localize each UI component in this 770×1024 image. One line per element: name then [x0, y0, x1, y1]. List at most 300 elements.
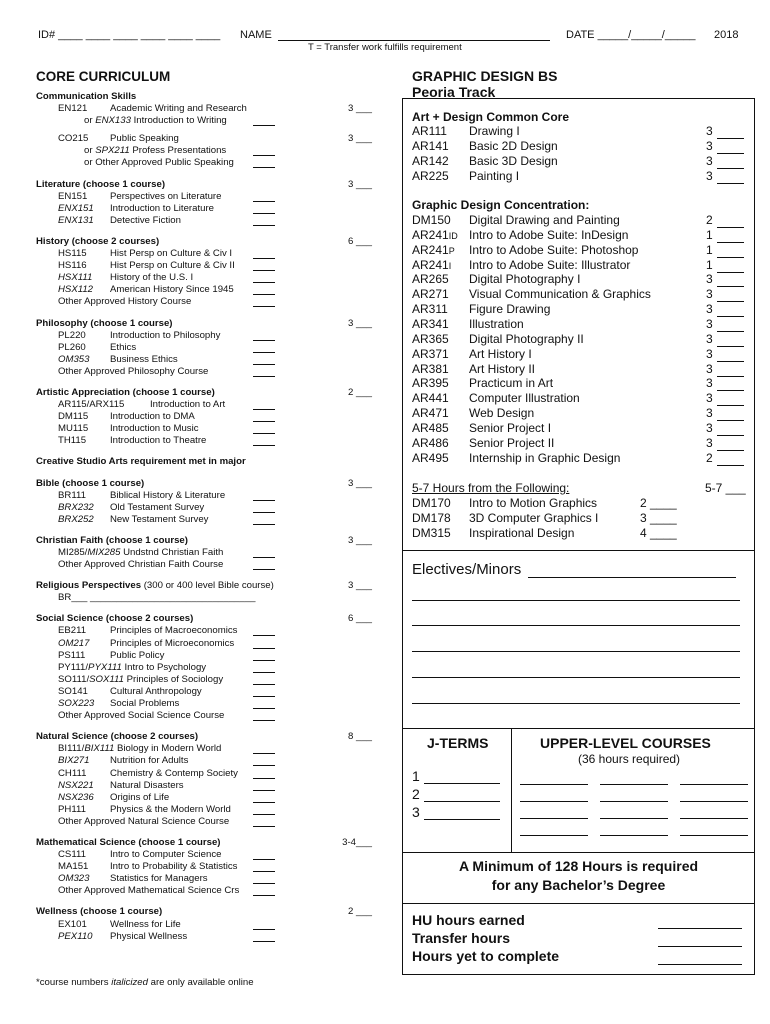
course-code: ENX131 [58, 214, 94, 226]
completion-line[interactable] [253, 826, 275, 827]
jterm-line[interactable] [424, 783, 500, 784]
completion-line[interactable] [253, 155, 275, 156]
course-code: SOX223 [58, 698, 95, 710]
completion-line[interactable] [253, 720, 275, 721]
completion-line[interactable] [253, 282, 275, 283]
alt-prefix: or Other Approved Public Speaking [84, 157, 234, 169]
divider [511, 728, 512, 852]
course-title: Physics & the Modern World [110, 803, 231, 815]
section-heading-text: Religious Perspectives [36, 580, 142, 592]
course-row [36, 411, 372, 423]
course-title [58, 547, 223, 559]
completion-line[interactable] [253, 814, 275, 815]
course-part: Intro to Psychology [121, 661, 207, 673]
course-code: HS116 [58, 260, 87, 272]
course-hours: 2 [706, 213, 713, 227]
completion-line[interactable] [717, 242, 744, 243]
course-part: SO111/ [58, 673, 90, 685]
section-heading [36, 318, 372, 330]
section-hours[interactable]: 2 ___ [347, 906, 372, 918]
section-hours[interactable]: 6 ___ [347, 613, 372, 625]
core-section [36, 906, 372, 942]
upper-level-line[interactable] [680, 784, 748, 785]
completion-line[interactable] [717, 227, 744, 228]
course-code: BIX271 [58, 755, 90, 767]
course-title: Internship in Graphic Design [469, 450, 621, 465]
course-title: Public Policy [110, 649, 165, 661]
course-code: EN121 [58, 103, 88, 115]
course-title: Other Approved Social Science Course [58, 710, 225, 722]
upper-level-line[interactable] [600, 784, 668, 785]
completion-line[interactable] [253, 213, 275, 214]
completion-line[interactable] [253, 225, 275, 226]
course-title [58, 743, 221, 755]
completion-line[interactable] [717, 183, 744, 184]
core-section [36, 478, 372, 526]
course-row [36, 284, 372, 296]
completion-line[interactable] [717, 153, 744, 154]
course-row [36, 861, 372, 873]
course-hours: 3 [706, 124, 713, 138]
completion-line[interactable] [717, 420, 744, 421]
course-title: Painting I [469, 168, 520, 183]
course-code: AR241I [412, 257, 452, 272]
course-title: Senior Project II [469, 435, 555, 450]
course-title: Basic 3D Design [469, 153, 558, 168]
completion-line[interactable] [717, 376, 744, 377]
course-code: AR115/ARX115 [58, 399, 125, 411]
course-code: PL220 [58, 329, 86, 341]
course-hours: 3 [706, 376, 713, 391]
completion-line[interactable] [253, 270, 275, 271]
completion-line[interactable] [253, 569, 275, 570]
completion-line[interactable] [253, 871, 275, 872]
core-section [36, 535, 372, 571]
core-section [36, 456, 372, 468]
course-title: 3D Computer Graphics I [469, 511, 599, 525]
course-row [36, 435, 372, 447]
course-code: CH111 [58, 767, 87, 779]
course-hours: 3 [706, 316, 713, 331]
course-title [58, 674, 223, 686]
section-hours[interactable]: 3 ___ [347, 580, 372, 592]
completion-line[interactable] [717, 435, 744, 436]
completion-line[interactable] [253, 445, 275, 446]
course-code: EB211 [58, 625, 87, 637]
course-hours: 3 [706, 331, 713, 346]
course-row [36, 698, 372, 710]
completion-line[interactable] [253, 778, 275, 779]
course-hours: 1 [706, 242, 713, 257]
section-heading [36, 387, 372, 399]
completion-line[interactable] [253, 883, 275, 884]
completion-line[interactable] [253, 929, 275, 930]
course-code: CO215 [58, 133, 89, 145]
course-row [36, 592, 372, 604]
course-hours: 1 [706, 257, 713, 272]
core-curriculum-title: CORE CURRICULUM [36, 69, 171, 84]
course-code: HS115 [58, 248, 87, 260]
course-row [36, 133, 372, 145]
course-title: Illustration [469, 316, 524, 331]
completion-line[interactable] [253, 753, 275, 754]
course-row [36, 145, 372, 157]
course-title: Business Ethics [110, 353, 178, 365]
course-hours: 3 [706, 406, 713, 421]
course-hours[interactable]: 2 ____ [640, 496, 677, 510]
course-code: AR241P [412, 242, 455, 257]
course-hours: 3 [706, 168, 713, 183]
course-title: Detective Fiction [110, 214, 181, 226]
completion-line[interactable] [717, 316, 744, 317]
completion-line[interactable] [253, 258, 275, 259]
electives-line[interactable] [412, 703, 740, 704]
completion-line[interactable] [253, 167, 275, 168]
upper-level-line[interactable] [600, 835, 668, 836]
completion-line[interactable] [253, 708, 275, 709]
major-subtitle: Peoria Track [412, 84, 496, 100]
completion-line[interactable] [717, 168, 744, 169]
section-heading-text: Bible (choose 1 course) [36, 477, 145, 489]
section-hours[interactable]: 8 ___ [347, 731, 372, 743]
completion-line[interactable] [253, 306, 275, 307]
completion-line[interactable] [717, 331, 744, 332]
course-code: AR441 [412, 391, 449, 406]
completion-line[interactable] [253, 941, 275, 942]
section-heading [36, 456, 372, 468]
jterm-number: 2 [412, 786, 420, 802]
course-hours[interactable]: 3 ____ [640, 511, 677, 525]
upper-level-line[interactable] [520, 801, 588, 802]
course-row [36, 873, 372, 885]
electives-line[interactable] [412, 600, 740, 601]
core-section [36, 387, 372, 447]
course-part: PYX111 [88, 661, 122, 673]
course-row [36, 768, 372, 780]
course-row [36, 755, 372, 767]
section-heading [36, 837, 372, 849]
course-code: NSX221 [58, 779, 94, 791]
course-alternative [84, 157, 234, 169]
completion-line[interactable] [253, 684, 275, 685]
course-row [36, 215, 372, 227]
completion-line[interactable] [717, 465, 744, 466]
course-title: Digital Photography I [469, 272, 581, 287]
course-code: MA151 [58, 861, 89, 873]
course-code: AR365 [412, 331, 449, 346]
course-title: Other Approved History Course [58, 296, 192, 308]
course-row [36, 502, 372, 514]
completion-line[interactable] [253, 648, 275, 649]
course-part: Undstnd Christian Faith [120, 547, 224, 558]
course-code: BRX232 [58, 501, 94, 513]
section-heading [36, 580, 372, 592]
course-title: Computer Illustration [469, 391, 580, 406]
course-code: NSX236 [58, 791, 94, 803]
electives-line[interactable] [412, 677, 740, 678]
course-row [36, 674, 372, 686]
course-hours[interactable]: 3 ___ [347, 133, 372, 145]
course-code: PH111 [58, 803, 86, 815]
alt-title: Profess Presentations [129, 145, 227, 157]
course-title: Cultural Anthropology [110, 685, 202, 697]
completion-line[interactable] [717, 361, 744, 362]
upper-level-line[interactable] [600, 801, 668, 802]
course-code: HSX111 [58, 272, 93, 284]
completion-line[interactable] [253, 660, 275, 661]
course-title: BR___ _______________________________ [58, 592, 256, 604]
course-hours: 3 [706, 272, 713, 287]
course-row [36, 115, 372, 127]
section-hours[interactable]: 3-4___ [342, 836, 372, 848]
course-row [36, 366, 372, 378]
elective-hours[interactable]: 5-7 ___ [705, 481, 746, 495]
course-hours: 3 [706, 346, 713, 361]
course-title: Senior Project I [469, 420, 552, 435]
course-title: Art History II [469, 361, 536, 376]
course-code: DM315 [412, 526, 451, 540]
course-suffix: P [448, 245, 455, 256]
electives-line[interactable] [528, 577, 736, 578]
alt-code: ENX133 [95, 115, 131, 127]
course-title: Introduction to Philosophy [110, 329, 221, 341]
course-title: Introduction to Theatre [110, 435, 207, 447]
course-code: AR142 [412, 153, 449, 168]
course-title: Intro to Probability & Statistics [110, 861, 238, 873]
date-field[interactable]: DATE _____/_____/_____ [566, 29, 696, 41]
completion-line[interactable] [253, 364, 275, 365]
upper-level-line[interactable] [600, 818, 668, 819]
course-part: Principles of Sociology [123, 673, 224, 685]
course-row [36, 710, 372, 722]
course-code: EX101 [58, 918, 87, 930]
course-title: Drawing I [469, 124, 520, 138]
core-section [36, 236, 372, 309]
completion-line[interactable] [253, 512, 275, 513]
completion-line[interactable] [253, 672, 275, 673]
course-hours: 3 [706, 435, 713, 450]
upper-level-line[interactable] [680, 835, 748, 836]
major-title: GRAPHIC DESIGN BS [412, 68, 558, 84]
completion-line[interactable] [253, 352, 275, 353]
course-code: OM353 [58, 353, 90, 365]
total-field[interactable] [658, 928, 742, 929]
course-hours: 3 [706, 391, 713, 406]
course-title: Introduction to DMA [110, 411, 195, 423]
course-title: Art History I [469, 346, 532, 361]
course-title: Other Approved Christian Faith Course [58, 559, 224, 571]
completion-line[interactable] [253, 500, 275, 501]
common-core-heading: Art + Design Common Core [412, 110, 570, 124]
core-section [36, 731, 372, 828]
completion-line[interactable] [717, 405, 744, 406]
completion-line[interactable] [253, 340, 275, 341]
completion-line[interactable] [253, 859, 275, 860]
course-row [36, 816, 372, 828]
total-label: HU hours earned [412, 912, 525, 928]
course-code: AR265 [412, 272, 449, 287]
course-title [58, 662, 206, 674]
completion-line[interactable] [253, 790, 275, 791]
jterm-number: 1 [412, 768, 420, 784]
course-row [36, 931, 372, 943]
course-code: TH115 [58, 435, 87, 447]
course-row [36, 354, 372, 366]
id-field[interactable]: ID# ____ ____ ____ ____ ____ ____ [38, 29, 221, 41]
completion-line[interactable] [253, 409, 275, 410]
section-heading [36, 179, 372, 191]
course-title: Intro to Adobe Suite: Photoshop [469, 242, 639, 257]
course-row [36, 638, 372, 650]
section-hours[interactable]: 3 ___ [347, 317, 372, 329]
completion-line[interactable] [717, 301, 744, 302]
course-title: Ethics [110, 341, 137, 353]
completion-line[interactable] [253, 524, 275, 525]
completion-line[interactable] [253, 294, 275, 295]
section-heading [36, 535, 372, 547]
completion-line[interactable] [253, 433, 275, 434]
upper-level-line[interactable] [680, 801, 748, 802]
section-heading [36, 613, 372, 625]
course-title: Inspirational Design [469, 526, 575, 540]
completion-line[interactable] [253, 376, 275, 377]
completion-line[interactable] [717, 138, 744, 139]
jterm-number: 3 [412, 804, 420, 820]
upper-level-line[interactable] [520, 784, 588, 785]
course-code: OM217 [58, 637, 90, 649]
section-heading-text: History (choose 2 courses) [36, 235, 160, 247]
section-heading-text: Philosophy (choose 1 course) [36, 317, 173, 329]
course-title: Introduction to Art [150, 399, 226, 411]
course-title: Visual Communication & Graphics [469, 287, 651, 302]
course-code: MU115 [58, 423, 89, 435]
section-heading [36, 906, 372, 918]
course-row [36, 849, 372, 861]
course-hours: 2 [706, 450, 713, 465]
course-title: Wellness for Life [110, 918, 181, 930]
alt-title: Introduction to Writing [130, 115, 227, 127]
section-heading-note: (300 or 400 level Bible course) [141, 580, 274, 592]
course-title: Perspectives on Literature [110, 190, 222, 202]
course-code: AR486 [412, 435, 449, 450]
completion-line[interactable] [253, 201, 275, 202]
completion-line[interactable] [253, 421, 275, 422]
electives-line[interactable] [412, 651, 740, 652]
course-code: HSX112 [58, 284, 94, 296]
section-heading-text: Literature (choose 1 course) [36, 178, 166, 190]
jterm-line[interactable] [424, 819, 500, 820]
course-suffix: I [448, 260, 452, 271]
completion-line[interactable] [717, 450, 744, 451]
upper-level-line[interactable] [680, 818, 748, 819]
section-heading-text: Christian Faith (choose 1 course) [36, 534, 188, 546]
completion-line[interactable] [253, 765, 275, 766]
completion-line[interactable] [717, 286, 744, 287]
transfer-note: T = Transfer work fulfills requirement [308, 42, 462, 53]
course-hours[interactable]: 3 ___ [347, 103, 372, 115]
core-section [36, 613, 372, 722]
electives-line[interactable] [412, 625, 740, 626]
course-code: DM150 [412, 213, 451, 227]
course-title: Other Approved Mathematical Science Crs [58, 885, 240, 897]
course-code: PS111 [58, 649, 86, 661]
course-title: Other Approved Natural Science Course [58, 815, 230, 827]
course-title: Nutrition for Adults [110, 755, 189, 767]
course-alternative [84, 145, 226, 157]
completion-line[interactable] [717, 346, 744, 347]
name-field[interactable] [278, 40, 550, 41]
divider [402, 550, 755, 551]
course-title: Principles of Macroeconomics [110, 625, 238, 637]
section-heading-text: Artistic Appreciation (choose 1 course) [36, 386, 215, 398]
course-title: Other Approved Philosophy Course [58, 365, 209, 377]
course-code: AR225 [412, 168, 449, 183]
course-title: Academic Writing and Research [110, 103, 247, 115]
course-part: BI111/ [58, 743, 85, 755]
jterms-title: J-TERMS [427, 735, 489, 751]
course-title: Origins of Life [110, 791, 170, 803]
section-hours[interactable]: 3 ___ [347, 534, 372, 546]
alt-code: SPX211 [95, 145, 130, 157]
course-title: Digital Photography II [469, 331, 584, 346]
course-row [36, 780, 372, 792]
course-code: EN151 [58, 190, 88, 202]
section-hours[interactable]: 3 ___ [347, 178, 372, 190]
completion-line[interactable] [253, 557, 275, 558]
completion-line[interactable] [717, 257, 744, 258]
section-hours[interactable]: 3 ___ [347, 477, 372, 489]
jterm-line[interactable] [424, 801, 500, 802]
course-part: SOX111 [89, 673, 124, 685]
upper-level-note: (36 hours required) [578, 752, 681, 766]
course-code: DM178 [412, 511, 451, 525]
course-row [36, 559, 372, 571]
section-heading [36, 731, 372, 743]
year: 2018 [714, 29, 739, 41]
minimum-line1: A Minimum of 128 Hours is required [458, 858, 699, 874]
course-title: Introduction to Literature [110, 202, 214, 214]
course-row [36, 804, 372, 816]
completion-line[interactable] [253, 635, 275, 636]
section-hours[interactable]: 6 ___ [347, 235, 372, 247]
course-row [36, 296, 372, 308]
alt-prefix: or [84, 115, 96, 127]
course-row [36, 743, 372, 755]
completion-line[interactable] [253, 696, 275, 697]
elective-heading: 5-7 Hours from the Following: [412, 481, 570, 495]
course-part: MI285/ [58, 547, 88, 558]
section-hours[interactable]: 2 ___ [347, 386, 372, 398]
course-row [36, 490, 372, 502]
course-title: Public Speaking [110, 133, 179, 145]
course-row [36, 191, 372, 203]
upper-level-line[interactable] [520, 818, 588, 819]
upper-level-line[interactable] [520, 835, 588, 836]
course-title: Natural Disasters [110, 779, 184, 791]
total-field[interactable] [658, 964, 742, 965]
course-hours: 3 [706, 138, 713, 153]
completion-line[interactable] [717, 272, 744, 273]
course-code: AR381 [412, 361, 449, 376]
section-heading-text: Natural Science (choose 2 courses) [36, 731, 199, 743]
course-title: Physical Wellness [110, 930, 188, 942]
completion-line[interactable] [717, 390, 744, 391]
course-hours[interactable]: 4 ____ [640, 526, 677, 540]
completion-line[interactable] [253, 802, 275, 803]
completion-line[interactable] [253, 895, 275, 896]
completion-line[interactable] [253, 125, 275, 126]
total-field[interactable] [658, 946, 742, 947]
